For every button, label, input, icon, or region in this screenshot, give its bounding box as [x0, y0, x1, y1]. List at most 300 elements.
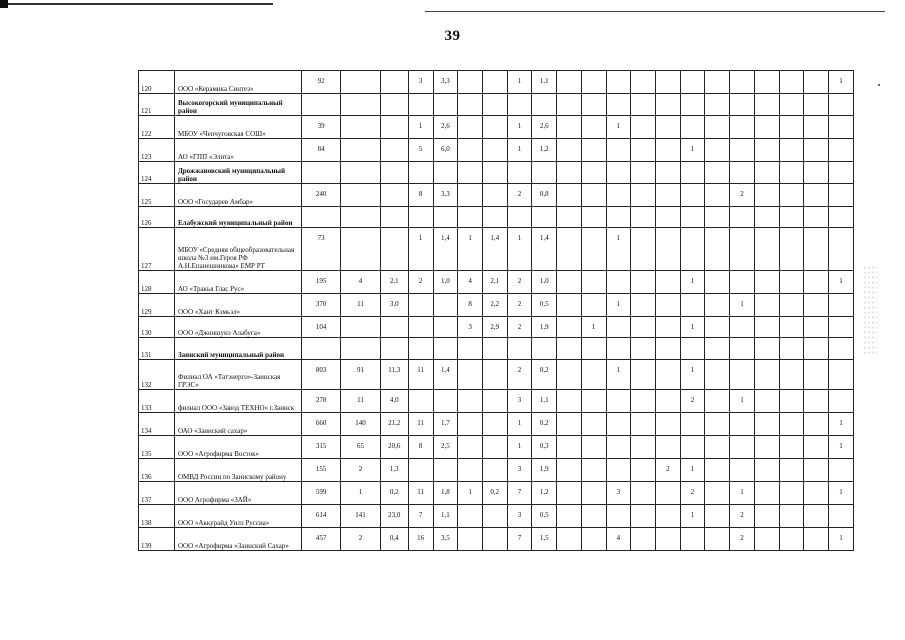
value-cell — [829, 162, 854, 184]
value-cell — [804, 294, 829, 317]
value-cell: 1 — [680, 360, 705, 390]
value-cell: 2 — [680, 482, 705, 505]
value-cell — [804, 271, 829, 294]
value-cell — [680, 338, 705, 360]
value-cell — [754, 271, 779, 294]
value-cell: 0,8 — [532, 184, 557, 207]
value-cell — [680, 413, 705, 436]
value-cell: 11 — [408, 360, 433, 390]
value-cell — [631, 459, 656, 482]
value-cell — [779, 317, 804, 338]
organization-name: ООО Агрофирма «ЗАЙ» — [174, 482, 301, 505]
value-cell — [458, 360, 483, 390]
value-cell — [705, 413, 730, 436]
value-cell: 2,6 — [532, 116, 557, 139]
value-cell — [804, 436, 829, 459]
row-number: 121 — [139, 94, 175, 116]
value-cell — [754, 228, 779, 271]
table-row — [139, 94, 854, 116]
data-table — [138, 70, 854, 551]
value-cell — [655, 228, 680, 271]
value-cell — [631, 271, 656, 294]
value-cell — [655, 390, 680, 413]
value-cell: 1 — [341, 482, 380, 505]
value-cell: 1 — [581, 317, 606, 338]
value-cell — [631, 360, 656, 390]
value-cell: 1 — [680, 317, 705, 338]
value-cell — [380, 207, 408, 228]
value-cell — [655, 505, 680, 528]
value-cell — [680, 71, 705, 94]
value-cell — [631, 317, 656, 338]
value-cell: 1 — [680, 139, 705, 162]
value-cell — [754, 294, 779, 317]
value-cell — [655, 94, 680, 116]
value-cell — [655, 482, 680, 505]
organization-name: ООО «Хант Кэмьэл» — [174, 294, 301, 317]
value-cell — [408, 338, 433, 360]
value-cell — [606, 413, 631, 436]
row-number: 131 — [139, 338, 175, 360]
value-cell — [380, 94, 408, 116]
value-cell: 1 — [507, 139, 532, 162]
value-cell — [705, 116, 730, 139]
value-cell — [557, 505, 582, 528]
value-cell — [779, 436, 804, 459]
value-cell — [341, 116, 380, 139]
value-cell — [631, 338, 656, 360]
value-cell: 6,0 — [433, 139, 458, 162]
value-cell — [482, 184, 507, 207]
value-cell — [705, 184, 730, 207]
value-cell — [655, 317, 680, 338]
value-cell — [380, 184, 408, 207]
value-cell — [341, 228, 380, 271]
value-cell: 2,2 — [482, 294, 507, 317]
value-cell — [754, 207, 779, 228]
value-cell: 104 — [302, 317, 341, 338]
value-cell: 2 — [507, 271, 532, 294]
value-cell: 155 — [302, 459, 341, 482]
value-cell — [380, 116, 408, 139]
value-cell — [804, 317, 829, 338]
value-cell: 2 — [655, 459, 680, 482]
organization-name: ООО «Агрофирма Восток» — [174, 436, 301, 459]
value-cell — [482, 459, 507, 482]
row-number: 138 — [139, 505, 175, 528]
value-cell — [705, 390, 730, 413]
page-number: 39 — [444, 28, 461, 44]
value-cell — [581, 139, 606, 162]
value-cell: 1,3 — [380, 459, 408, 482]
table-row — [139, 413, 854, 436]
value-cell — [482, 116, 507, 139]
value-cell — [557, 184, 582, 207]
value-cell: 3,3 — [433, 184, 458, 207]
value-cell: 2 — [507, 317, 532, 338]
value-cell: 660 — [302, 413, 341, 436]
value-cell — [341, 184, 380, 207]
value-cell — [606, 139, 631, 162]
row-number: 135 — [139, 436, 175, 459]
value-cell — [606, 207, 631, 228]
value-cell: 0,2 — [532, 413, 557, 436]
value-cell — [606, 436, 631, 459]
value-cell: 16 — [408, 528, 433, 551]
value-cell — [557, 228, 582, 271]
row-number: 124 — [139, 162, 175, 184]
value-cell — [581, 271, 606, 294]
value-cell — [829, 459, 854, 482]
value-cell — [557, 413, 582, 436]
value-cell — [631, 505, 656, 528]
value-cell — [581, 360, 606, 390]
value-cell: 2,9 — [482, 317, 507, 338]
value-cell — [606, 71, 631, 94]
value-cell — [754, 482, 779, 505]
value-cell — [581, 436, 606, 459]
value-cell — [507, 207, 532, 228]
table-row — [139, 317, 854, 338]
table-row — [139, 505, 854, 528]
value-cell: 4 — [458, 271, 483, 294]
value-cell: 1 — [680, 271, 705, 294]
value-cell — [532, 94, 557, 116]
table-row — [139, 360, 854, 390]
value-cell — [482, 436, 507, 459]
value-cell — [804, 360, 829, 390]
organization-name: ООО «Агрофирма «Заинский Сахар» — [174, 528, 301, 551]
value-cell — [557, 482, 582, 505]
value-cell: 4 — [341, 271, 380, 294]
value-cell — [779, 184, 804, 207]
value-cell — [779, 162, 804, 184]
value-cell — [458, 162, 483, 184]
table-row — [139, 271, 854, 294]
value-cell: 1,1 — [433, 505, 458, 528]
table-row — [139, 184, 854, 207]
value-cell: 2 — [507, 184, 532, 207]
value-cell — [705, 228, 730, 271]
value-cell: 0,5 — [532, 505, 557, 528]
value-cell: 3 — [606, 482, 631, 505]
value-cell — [581, 94, 606, 116]
value-cell — [581, 413, 606, 436]
value-cell — [482, 360, 507, 390]
value-cell — [705, 294, 730, 317]
value-cell — [581, 184, 606, 207]
value-cell — [341, 94, 380, 116]
value-cell: 3,3 — [433, 71, 458, 94]
value-cell — [557, 317, 582, 338]
value-cell — [581, 71, 606, 94]
value-cell — [730, 271, 755, 294]
value-cell: 240 — [302, 184, 341, 207]
value-cell — [730, 139, 755, 162]
value-cell: 8 — [408, 436, 433, 459]
district-heading: Высокогорский муниципальный район — [174, 94, 301, 116]
value-cell — [730, 228, 755, 271]
value-cell: 4,0 — [380, 390, 408, 413]
row-number: 126 — [139, 207, 175, 228]
value-cell — [705, 162, 730, 184]
value-cell: 599 — [302, 482, 341, 505]
value-cell — [655, 71, 680, 94]
value-cell — [302, 338, 341, 360]
value-cell: 3,5 — [433, 528, 458, 551]
value-cell — [482, 94, 507, 116]
value-cell — [458, 116, 483, 139]
value-cell — [655, 207, 680, 228]
value-cell — [631, 94, 656, 116]
value-cell — [557, 116, 582, 139]
value-cell — [754, 413, 779, 436]
organization-name: МБОУ «Средняя общеобразовательная школа №3 им.Героя РФ А.Н.Епанешникова» ЕМР РТ — [174, 228, 301, 271]
value-cell — [804, 390, 829, 413]
row-number: 122 — [139, 116, 175, 139]
organization-name: ООО «Государев Амбар» — [174, 184, 301, 207]
value-cell: 2 — [730, 184, 755, 207]
value-cell — [581, 207, 606, 228]
value-cell — [804, 94, 829, 116]
value-cell — [606, 505, 631, 528]
value-cell: 2 — [507, 360, 532, 390]
value-cell — [680, 228, 705, 271]
value-cell — [433, 390, 458, 413]
value-cell — [341, 139, 380, 162]
value-cell — [458, 436, 483, 459]
value-cell — [829, 360, 854, 390]
value-cell: 1 — [680, 459, 705, 482]
value-cell — [631, 71, 656, 94]
value-cell: 3 — [458, 317, 483, 338]
value-cell — [606, 94, 631, 116]
value-cell — [705, 482, 730, 505]
value-cell — [557, 360, 582, 390]
value-cell — [829, 184, 854, 207]
value-cell: 1,1 — [532, 390, 557, 413]
value-cell — [557, 459, 582, 482]
value-cell: 3 — [507, 390, 532, 413]
scan-artifact-dots — [863, 265, 877, 355]
row-number: 137 — [139, 482, 175, 505]
value-cell — [730, 207, 755, 228]
value-cell — [754, 528, 779, 551]
table-row — [139, 162, 854, 184]
value-cell: 0,4 — [380, 528, 408, 551]
value-cell — [680, 436, 705, 459]
value-cell — [631, 436, 656, 459]
value-cell — [680, 184, 705, 207]
value-cell — [581, 162, 606, 184]
value-cell: 7 — [507, 528, 532, 551]
value-cell: 1,1 — [532, 71, 557, 94]
value-cell — [341, 162, 380, 184]
value-cell: 91 — [341, 360, 380, 390]
value-cell: 141 — [341, 505, 380, 528]
value-cell: 1 — [829, 271, 854, 294]
value-cell — [557, 338, 582, 360]
value-cell: 1 — [829, 482, 854, 505]
value-cell — [380, 139, 408, 162]
value-cell: 39 — [302, 116, 341, 139]
organization-name: ООО «Аккурайд Уилз Руссиа» — [174, 505, 301, 528]
value-cell: 1 — [507, 413, 532, 436]
value-cell — [754, 162, 779, 184]
value-cell — [482, 162, 507, 184]
value-cell — [408, 294, 433, 317]
value-cell — [779, 294, 804, 317]
value-cell — [779, 228, 804, 271]
table-row — [139, 116, 854, 139]
value-cell — [606, 459, 631, 482]
value-cell — [754, 505, 779, 528]
row-number: 134 — [139, 413, 175, 436]
value-cell — [829, 317, 854, 338]
value-cell — [482, 390, 507, 413]
row-number: 132 — [139, 360, 175, 390]
value-cell: 1 — [606, 294, 631, 317]
value-cell — [557, 390, 582, 413]
value-cell: 1,2 — [532, 482, 557, 505]
value-cell — [730, 436, 755, 459]
value-cell — [829, 116, 854, 139]
value-cell — [341, 317, 380, 338]
value-cell: 2 — [730, 528, 755, 551]
value-cell: 73 — [302, 228, 341, 271]
value-cell — [482, 338, 507, 360]
row-number: 123 — [139, 139, 175, 162]
row-number: 129 — [139, 294, 175, 317]
value-cell — [804, 184, 829, 207]
value-cell — [532, 338, 557, 360]
value-cell — [433, 94, 458, 116]
value-cell — [631, 116, 656, 139]
value-cell — [380, 162, 408, 184]
table-row — [139, 459, 854, 482]
row-number: 130 — [139, 317, 175, 338]
value-cell — [557, 436, 582, 459]
value-cell: 11 — [341, 294, 380, 317]
value-cell — [829, 505, 854, 528]
value-cell — [680, 116, 705, 139]
value-cell: 1,4 — [433, 228, 458, 271]
value-cell: 1 — [680, 505, 705, 528]
value-cell — [829, 390, 854, 413]
value-cell — [779, 71, 804, 94]
value-cell — [408, 94, 433, 116]
value-cell — [705, 436, 730, 459]
value-cell: 2 — [341, 459, 380, 482]
header-rule — [8, 3, 273, 5]
value-cell — [482, 413, 507, 436]
value-cell — [631, 528, 656, 551]
table-row — [139, 71, 854, 94]
row-number: 139 — [139, 528, 175, 551]
value-cell: 11 — [408, 413, 433, 436]
value-cell: 1 — [606, 228, 631, 271]
value-cell — [408, 317, 433, 338]
value-cell — [804, 413, 829, 436]
value-cell: 2 — [730, 505, 755, 528]
value-cell — [680, 207, 705, 228]
table-row — [139, 528, 854, 551]
value-cell — [655, 162, 680, 184]
value-cell — [606, 184, 631, 207]
value-cell: 2 — [680, 390, 705, 413]
value-cell — [829, 139, 854, 162]
value-cell — [655, 116, 680, 139]
value-cell — [779, 94, 804, 116]
value-cell — [655, 294, 680, 317]
value-cell: 0,3 — [532, 436, 557, 459]
value-cell — [458, 413, 483, 436]
value-cell — [730, 338, 755, 360]
value-cell — [754, 184, 779, 207]
value-cell: 5 — [408, 139, 433, 162]
value-cell: 92 — [302, 71, 341, 94]
district-heading: Елабужский муниципальный район — [174, 207, 301, 228]
value-cell — [581, 459, 606, 482]
value-cell: 2 — [341, 528, 380, 551]
value-cell: 370 — [302, 294, 341, 317]
value-cell — [557, 294, 582, 317]
value-cell — [804, 338, 829, 360]
value-cell — [482, 528, 507, 551]
value-cell — [680, 294, 705, 317]
row-number: 127 — [139, 228, 175, 271]
value-cell — [705, 94, 730, 116]
value-cell — [754, 71, 779, 94]
value-cell — [829, 338, 854, 360]
value-cell: 11 — [341, 390, 380, 413]
value-cell — [581, 116, 606, 139]
value-cell: 2,6 — [433, 116, 458, 139]
value-cell: 2 — [507, 294, 532, 317]
value-cell — [730, 162, 755, 184]
value-cell — [754, 338, 779, 360]
district-heading: Дрожжановский муниципальный район — [174, 162, 301, 184]
value-cell: 84 — [302, 139, 341, 162]
value-cell — [655, 436, 680, 459]
value-cell — [302, 94, 341, 116]
value-cell — [829, 294, 854, 317]
value-cell — [779, 139, 804, 162]
value-cell — [804, 482, 829, 505]
value-cell — [433, 459, 458, 482]
row-number: 125 — [139, 184, 175, 207]
value-cell: 2,1 — [380, 271, 408, 294]
value-cell — [458, 207, 483, 228]
value-cell — [606, 162, 631, 184]
value-cell — [557, 162, 582, 184]
value-cell — [705, 207, 730, 228]
value-cell — [680, 162, 705, 184]
value-cell: 1 — [730, 482, 755, 505]
value-cell — [581, 390, 606, 413]
scan-mark — [0, 0, 8, 8]
value-cell: 140 — [341, 413, 380, 436]
value-cell: 1,5 — [532, 528, 557, 551]
value-cell: 1,4 — [482, 228, 507, 271]
table-row — [139, 436, 854, 459]
value-cell — [482, 71, 507, 94]
value-cell — [779, 390, 804, 413]
value-cell — [705, 360, 730, 390]
value-cell — [730, 459, 755, 482]
value-cell: 3 — [408, 71, 433, 94]
value-cell: 803 — [302, 360, 341, 390]
